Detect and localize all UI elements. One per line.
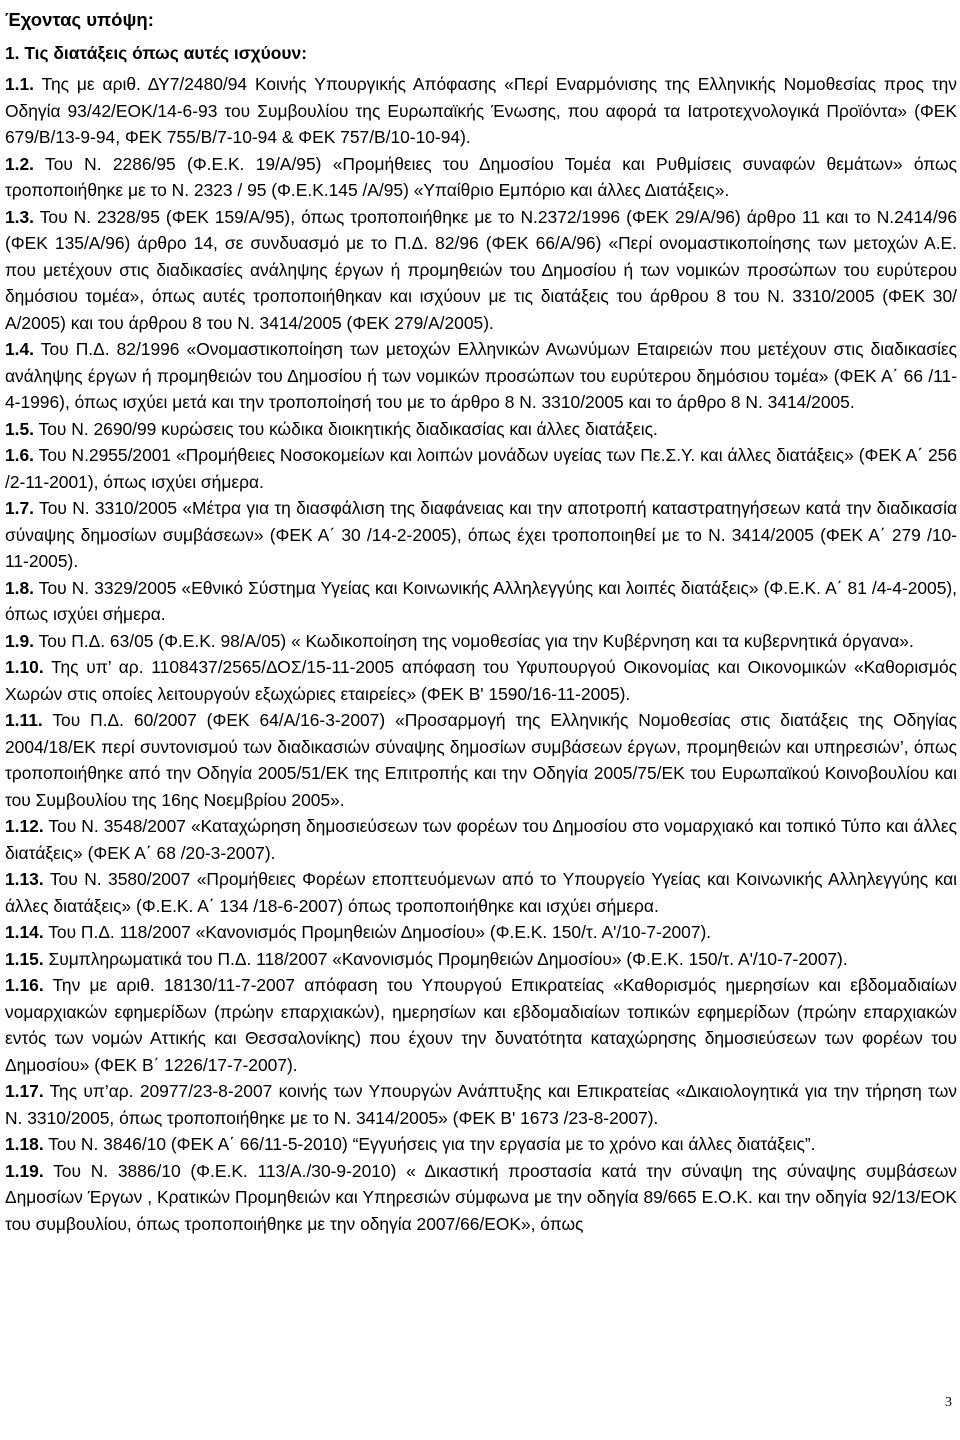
provision-text: Του Π.Δ. 60/2007 (ΦΕΚ 64/Α/16-3-2007) «Προσαρμογή της Ελληνικής Νομοθεσίας στις διατάξεις της Οδηγίας 2004/18/ΕΚ περί συντονισμού των διαδικασιών σύναψης δημοσίων συμβάσεων έργων, προμηθειών και υπηρεσιών’, όπως τροποποιήθηκε από την Οδηγία 2005/51/ΕΚ της Επιτροπής και την Οδηγία 2005/75/ΕΚ του Ευρωπαϊκού Κοινοβουλίου και του Συμβουλίου της 16ης Νοεμβρίου 2005». [5,710,957,810]
provision-number: 1.18. [5,1134,44,1154]
provision-number: 1.9. [5,630,35,651]
provision-number: 1.5. [5,418,35,439]
provision-item [5,919,957,946]
provision-item [5,707,957,813]
provision-item [5,866,957,919]
section-label: 1. Τις διατάξεις όπως αυτές ισχύουν: [5,43,307,63]
provision-text: Του Ν. 2690/99 κυρώσεις του κώδικα διοικητικής διαδικασίας και άλλες διατάξεις. [34,418,658,439]
document-body [5,6,957,1237]
provision-text: Της με αριθ. ΔΥ7/2480/94 Κοινής Υπουργικής Απόφασης «Περί Εναρμόνισης της Ελληνικής Νομοθεσίας προς την Οδηγία 93/42/ΕΟΚ/14-6-93 του Συμβουλίου της Ευρωπαϊκής Ένωσης, που αφορά τα Ιατροτεχνολογικά Προϊόντα» (ΦΕΚ 679/Β/13-9-94, ΦΕΚ 755/Β/7-10-94 & ΦΕΚ 757/Β/10-10-94). [5,74,957,147]
provision-text: Του Ν. 3310/2005 «Μέτρα για τη διασφάλιση της διαφάνειας και την αποτροπή καταστρατηγήσεων κατά την διαδικασία σύναψης δημοσίων συμβάσεων» (ΦΕΚ Α΄ 30 /14-2-2005), όπως έχει τροποποιηθεί με το Ν. 3414/2005 (ΦΕΚ Α΄ 279 /10-11-2005). [5,498,957,571]
provision-text: Του Ν. 3329/2005 «Εθνικό Σύστημα Υγείας και Κοινωνικής Αλληλεγγύης και λοιπές διατάξεις» (Φ.Ε.Κ. Α΄ 81 /4-4-2005), όπως ισχύει σήμερα. [5,577,957,624]
provision-number: 1.2. [5,153,35,174]
provision-text: Του Π.Δ. 63/05 (Φ.Ε.Κ. 98/Α/05) « Κωδικοποίηση της νομοθεσίας για την Κυβέρνηση και τα κυβερνητικά όργανα». [34,630,914,651]
provision-number: 1.8. [5,577,35,598]
provision-item [5,495,957,575]
provision-number: 1.17. [5,1081,44,1101]
provision-item [5,336,957,416]
provision-text: Την με αριθ. 18130/11-7-2007 απόφαση του Υπουργού Επικρατείας «Καθορισμός ημερησίων και εβδομαδιαίων νομαρχιακών εφημερίδων (πρώην επαρχιακών), ημερησίων και εβδομαδιαίων τοπικών εφημερίδων (πρώην επαρχιακών εντός των νομών Αττικής και Θεσσαλονίκης) που έχουν την δυνατότητα καταχώρησης δημοσιεύσεων των φορέων του Δημοσίου» (ΦΕΚ Β΄ 1226/17-7-2007). [5,975,957,1075]
provision-item [5,151,957,204]
provisions-list [5,71,957,1237]
provision-text: Του Ν. 3886/10 (Φ.Ε.Κ. 113/Α./30-9-2010) « Δικαστική προστασία κατά την σύναψη της σύναψης συμβάσεων Δημοσίων Έργων , Κρατικών Προμηθειών και Υπηρεσιών σύμφωνα με την οδηγία 89/665 Ε.Ο.Κ. και την οδηγία 92/13/ΕΟΚ του συμβουλίου, όπως τροποποιήθηκε με την οδηγία 2007/66/ΕΟΚ», όπως [5,1160,957,1234]
provision-number: 1.12. [5,816,44,836]
provision-number: 1.6. [5,445,35,465]
provision-item [5,1078,957,1131]
provision-text: Του Π.Δ. 82/1996 «Ονομαστικοποίηση των μετοχών Ελληνικών Ανωνύμων Εταιρειών που μετέχουν στις διαδικασίες ανάληψης έργων ή προμηθειών του Δημοσίου ή των νομικών προσώπων του ευρύτερου δημόσιου τομέα» (ΦΕΚ Α΄ 66 /11-4-1996), όπως ισχύει μετά και την τροποποίησή του με το άρθρο 8 Ν. 3310/2005 και το άρθρο 8 Ν. 3414/2005. [5,339,957,412]
provision-text: Του Π.Δ. 118/2007 «Κανονισμός Προμηθειών Δημοσίου» (Φ.Ε.Κ. 150/τ. Α'/10-7-2007). [43,922,712,942]
document-heading: Έχοντας υπόψη: [5,9,154,30]
provision-number: 1.19. [5,1160,44,1181]
provision-number: 1.1. [5,74,35,94]
provision-item [5,946,957,973]
provision-item [5,416,957,443]
provision-number: 1.10. [5,657,44,677]
provision-item [5,972,957,1078]
provision-number: 1.13. [5,869,44,889]
provision-number: 1.4. [5,339,35,359]
provision-item [5,1158,957,1238]
provision-item [5,575,957,628]
provision-text: Συμπληρωματικά του Π.Δ. 118/2007 «Κανονισμός Προμηθειών Δημοσίου» (Φ.Ε.Κ. 150/τ. Α'/10-7-2007). [43,948,848,969]
provision-item [5,654,957,707]
page-number: 3 [945,1395,952,1410]
provision-item [5,71,957,151]
provision-number: 1.14. [5,922,44,942]
provision-text: Του Ν. 3580/2007 «Προμήθειες Φορέων εποπτευόμενων από το Υπουργείο Υγείας και Κοινωνικής Αλληλεγγύης και άλλες διατάξεις» (Φ.Ε.Κ. Α΄ 134 /18-6-2007) όπως τροποποιήθηκε και ισχύει σήμερα. [5,869,957,916]
provision-text: Του Ν.2955/2001 «Προμήθειες Νοσοκομείων και λοιπών μονάδων υγείας των Πε.Σ.Υ. και άλλες διατάξεις» (ΦΕΚ Α΄ 256 /2-11-2001), όπως ισχύει σήμερα. [5,445,957,492]
provision-item [5,1131,957,1158]
provision-number: 1.11. [5,710,43,730]
provision-text: Της υπ’ αρ. 1108437/2565/ΔΟΣ/15-11-2005 απόφαση του Υφυπουργού Οικονομίας και Οικονομικών «Καθορισμός Χωρών στις οποίες λειτουργούν εξωχώριες εταιρείες» (ΦΕΚ Β' 1590/16-11-2005). [5,657,957,704]
provision-text: Του Ν. 3548/2007 «Καταχώρηση δημοσιεύσεων των φορέων του Δημοσίου στο νομαρχιακό και τοπικό Τύπο και άλλες διατάξεις» (ΦΕΚ Α΄ 68 /20-3-2007). [5,816,957,863]
provision-number: 1.3. [5,206,35,227]
provision-item [5,442,957,495]
provision-number: 1.7. [5,498,35,518]
provision-text: Του Ν. 2328/95 (ΦΕΚ 159/Α/95), όπως τροποποιήθηκε με το Ν.2372/1996 (ΦΕΚ 29/Α/96) άρθρο 11 και το Ν.2414/96 (ΦΕΚ 135/Α/96) άρθρο 14, σε συνδυασμό με το Π.Δ. 82/96 (ΦΕΚ 66/Α/96) «Περί ονομαστικοποίησης των μετοχών Α.Ε. που μετέχουν στις διαδικασίες ανάληψης έργων ή προμηθειών του Δημοσίου ή των νομικών προσώπων του ευρύτερου δημόσιου τομέα», όπως αυτές τροποποιήθηκαν και ισχύουν με τις διατάξεις του άρθρου 8 του Ν. 3310/2005 (ΦΕΚ 30/Α/2005) και του άρθρου 8 του Ν. 3414/2005 (ΦΕΚ 279/Α/2005). [5,206,957,333]
provision-text: Της υπ’αρ. 20977/23-8-2007 κοινής των Υπουργών Ανάπτυξης και Επικρατείας «Δικαιολογητικά για την τήρηση των Ν. 3310/2005, όπως τροποποιήθηκε με το Ν. 3414/2005» (ΦΕΚ Β' 1673 /23-8-2007). [5,1081,957,1128]
provision-item [5,628,957,655]
provision-text: Του Ν. 2286/95 (Φ.Ε.Κ. 19/Α/95) «Προμήθειες του Δημοσίου Τομέα και Ρυθμίσεις συναφών θεμάτων» όπως τροποποιήθηκε με το Ν. 2323 / 95 (Φ.Ε.Κ.145 /Α/95) «Υπαίθριο Εμπόριο και άλλες Διατάξεις». [5,153,957,200]
provision-item [5,813,957,866]
provision-number: 1.16. [5,975,44,995]
provision-text: Του Ν. 3846/10 (ΦΕΚ Α΄ 66/11-5-2010) “Εγγυήσεις για την εργασία με το χρόνο και άλλες διατάξεις”. [43,1134,816,1154]
provision-item [5,204,957,337]
provision-number: 1.15. [5,948,44,969]
